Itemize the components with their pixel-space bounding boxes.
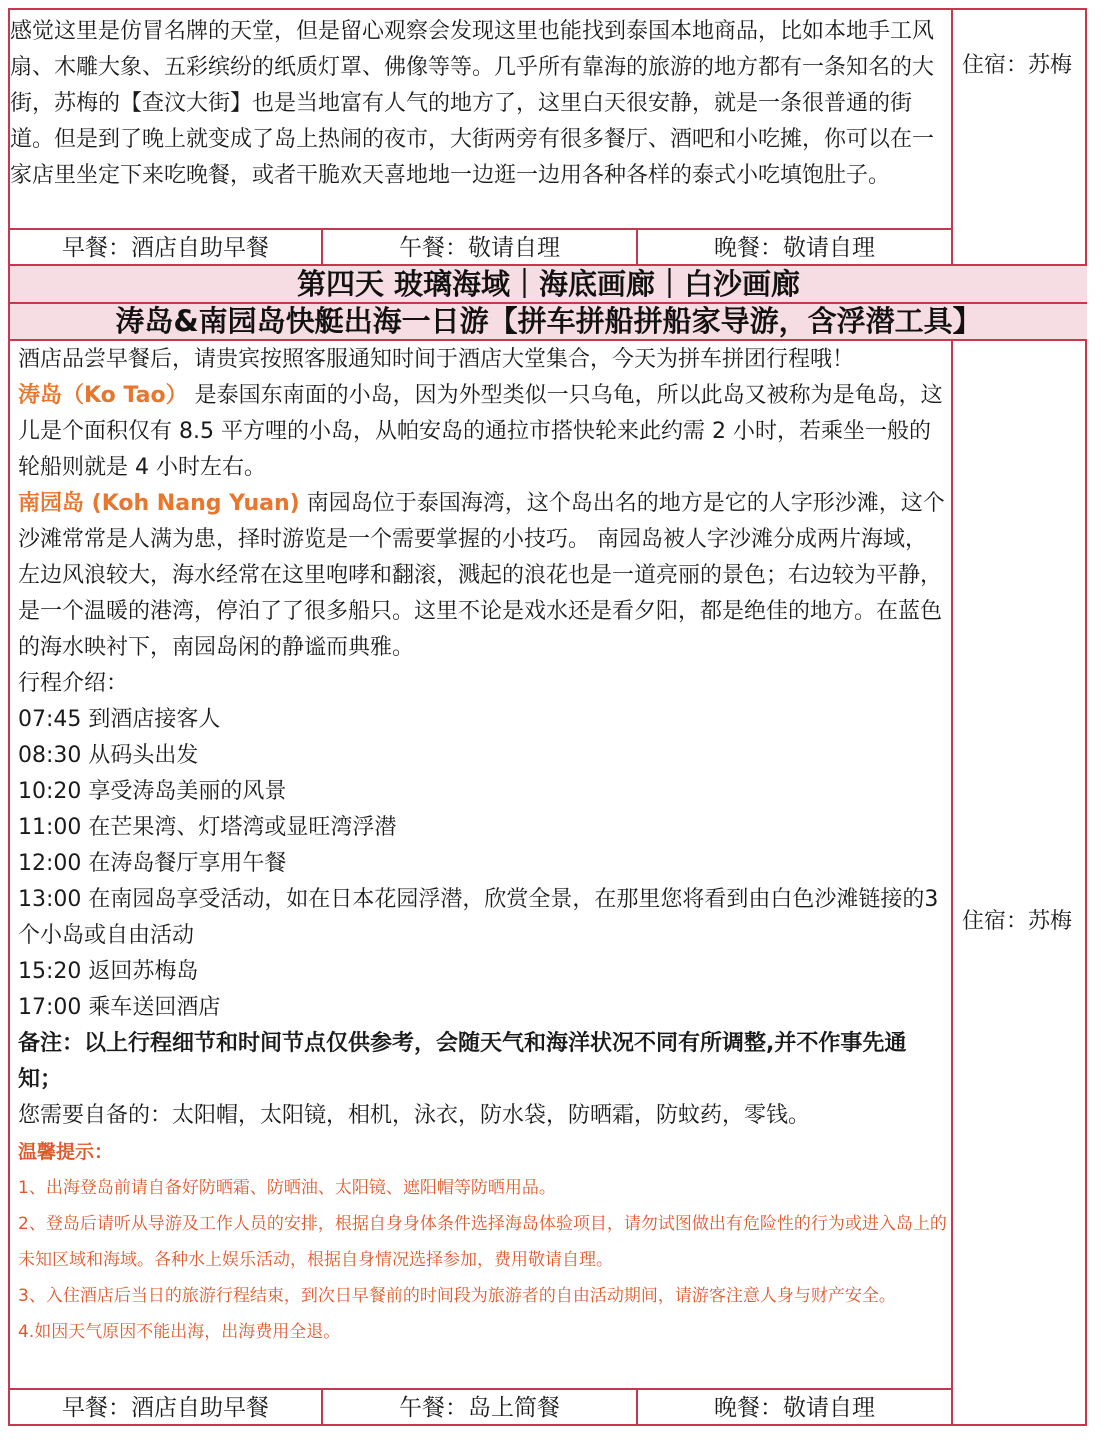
kotao-name: 涛岛（Ko Tao） (18, 383, 188, 408)
column-divider (951, 8, 953, 264)
schedule-title: 行程介绍： (18, 671, 129, 696)
day4-intro: 酒店品尝早餐后，请贵宾按照客服通知时间于酒店大堂集合，今天为拼车拼团行程哦！ (18, 347, 855, 372)
schedule-item: 07:45 到酒店接客人 (18, 707, 221, 732)
tips-title: 温馨提示： (18, 1141, 114, 1163)
day3-accommodation: 住宿：苏梅 (962, 53, 1073, 78)
schedule-item: 17:00 乘车送回酒店 (18, 995, 221, 1020)
nangyuan-text: 南园岛位于泰国海湾，这个岛出名的地方是它的人字形沙滩，这个沙滩常常是人满为患，择时游览是一个需要掌握的小技巧。 南园岛被人字沙滩分成两片海域，左边风浪较大，海水经常在这里咆哮和翻滚，溅起的浪花也是一道亮丽的景色；右边较为平静，是一个温暖的港湾，停泊了了很多船只。这里不论是戏水还是看夕阳，都是绝佳的地方。在蓝色的海水映衬下，南园岛闲的静谧而典雅。 (18, 491, 945, 660)
schedule-item: 12:00 在涛岛餐厅享用午餐 (18, 851, 287, 876)
nangyuan-name: 南园岛 (Koh Nang Yuan) (18, 491, 300, 516)
schedule-item: 10:20 享受涛岛美丽的风景 (18, 779, 287, 804)
day4-accommodation: 住宿：苏梅 (962, 909, 1073, 934)
column-divider (951, 339, 953, 1426)
day3-lunch: 午餐：敬请自理 (399, 235, 560, 261)
self-prepare-list: 您需要自备的：太阳帽，太阳镜，相机，泳衣，防水袋，防晒霜，防蚊药，零钱。 (18, 1103, 811, 1128)
nangyuan-paragraph (18, 486, 948, 666)
tip-item: 2、登岛后请听从导游及工作人员的安排，根据自身身体条件选择海岛体验项目，请勿试图做出有危险性的行为或进入岛上的未知区域和海域。各种水上娱乐活动，根据自身情况选择参加，费用敬请自理。 (18, 1214, 947, 1270)
tip-item: 4.如因天气原因不能出海，出海费用全退。 (18, 1322, 341, 1342)
day3-description: 感觉这里是仿冒名牌的天堂，但是留心观察会发现这里也能找到泰国本地商品，比如本地手工风扇、木雕大象、五彩缤纷的纸质灯罩、佛像等等。几乎所有靠海的旅游的地方都有一条知名的大街，苏梅的【查汶大街】也是当地富有人气的地方了，这里白天很安静，就是一条很普通的街道。但是到了晚上就变成了岛上热闹的夜市，大街两旁有很多餐厅、酒吧和小吃摊，你可以在一家店里坐定下来吃晚餐，或者干脆欢天喜地地一边逛一边用各种各样的泰式小吃填饱肚子。 (10, 19, 935, 188)
day4-dinner: 晚餐：敬请自理 (714, 1395, 875, 1421)
day3-dinner: 晚餐：敬请自理 (714, 235, 875, 261)
tip-item: 3、入住酒店后当日的旅游行程结束，到次日早餐前的时间段为旅游者的自由活动期间，请游客注意人身与财产安全。 (18, 1286, 896, 1306)
schedule-item: 13:00 在南园岛享受活动，如在日本花园浮潜，欣赏全景，在那里您将看到由白色沙滩链接的3个小岛或自由活动 (18, 887, 939, 948)
day4-breakfast: 早餐：酒店自助早餐 (62, 1395, 269, 1421)
tip-item: 1、出海登岛前请自备好防晒霜、防晒油、太阳镜、遮阳帽等防晒用品。 (18, 1178, 556, 1198)
day4-title: 第四天 玻璃海域｜海底画廊｜白沙画廊 (10, 266, 1087, 302)
schedule-item: 15:20 返回苏梅岛 (18, 959, 199, 984)
kotao-paragraph (18, 378, 948, 486)
day3-breakfast: 早餐：酒店自助早餐 (62, 235, 269, 261)
schedule-item: 11:00 在芒果湾、灯塔湾或显旺湾浮潜 (18, 815, 397, 840)
kotao-text: 是泰国东南面的小岛，因为外型类似一只乌龟，所以此岛又被称为是龟岛，这儿是个面积仅有 8.5 平方哩的小岛，从帕安岛的通拉市搭快轮来此约需 2 小时，若乘坐一般的轮船则就是 4 小时左右。 (18, 383, 943, 480)
day4-subtitle: 涛岛&南园岛快艇出海一日游【拼车拼船拼船家导游，含浮潜工具】 (10, 304, 1087, 339)
itinerary-note: 备注：以上行程细节和时间节点仅供参考，会随天气和海洋状况不同有所调整,并不作事先通知； (18, 1031, 907, 1092)
day4-lunch: 午餐：岛上简餐 (399, 1395, 560, 1421)
day4-description (18, 342, 948, 1350)
row-divider (8, 339, 1087, 341)
schedule-item: 08:30 从码头出发 (18, 743, 199, 768)
